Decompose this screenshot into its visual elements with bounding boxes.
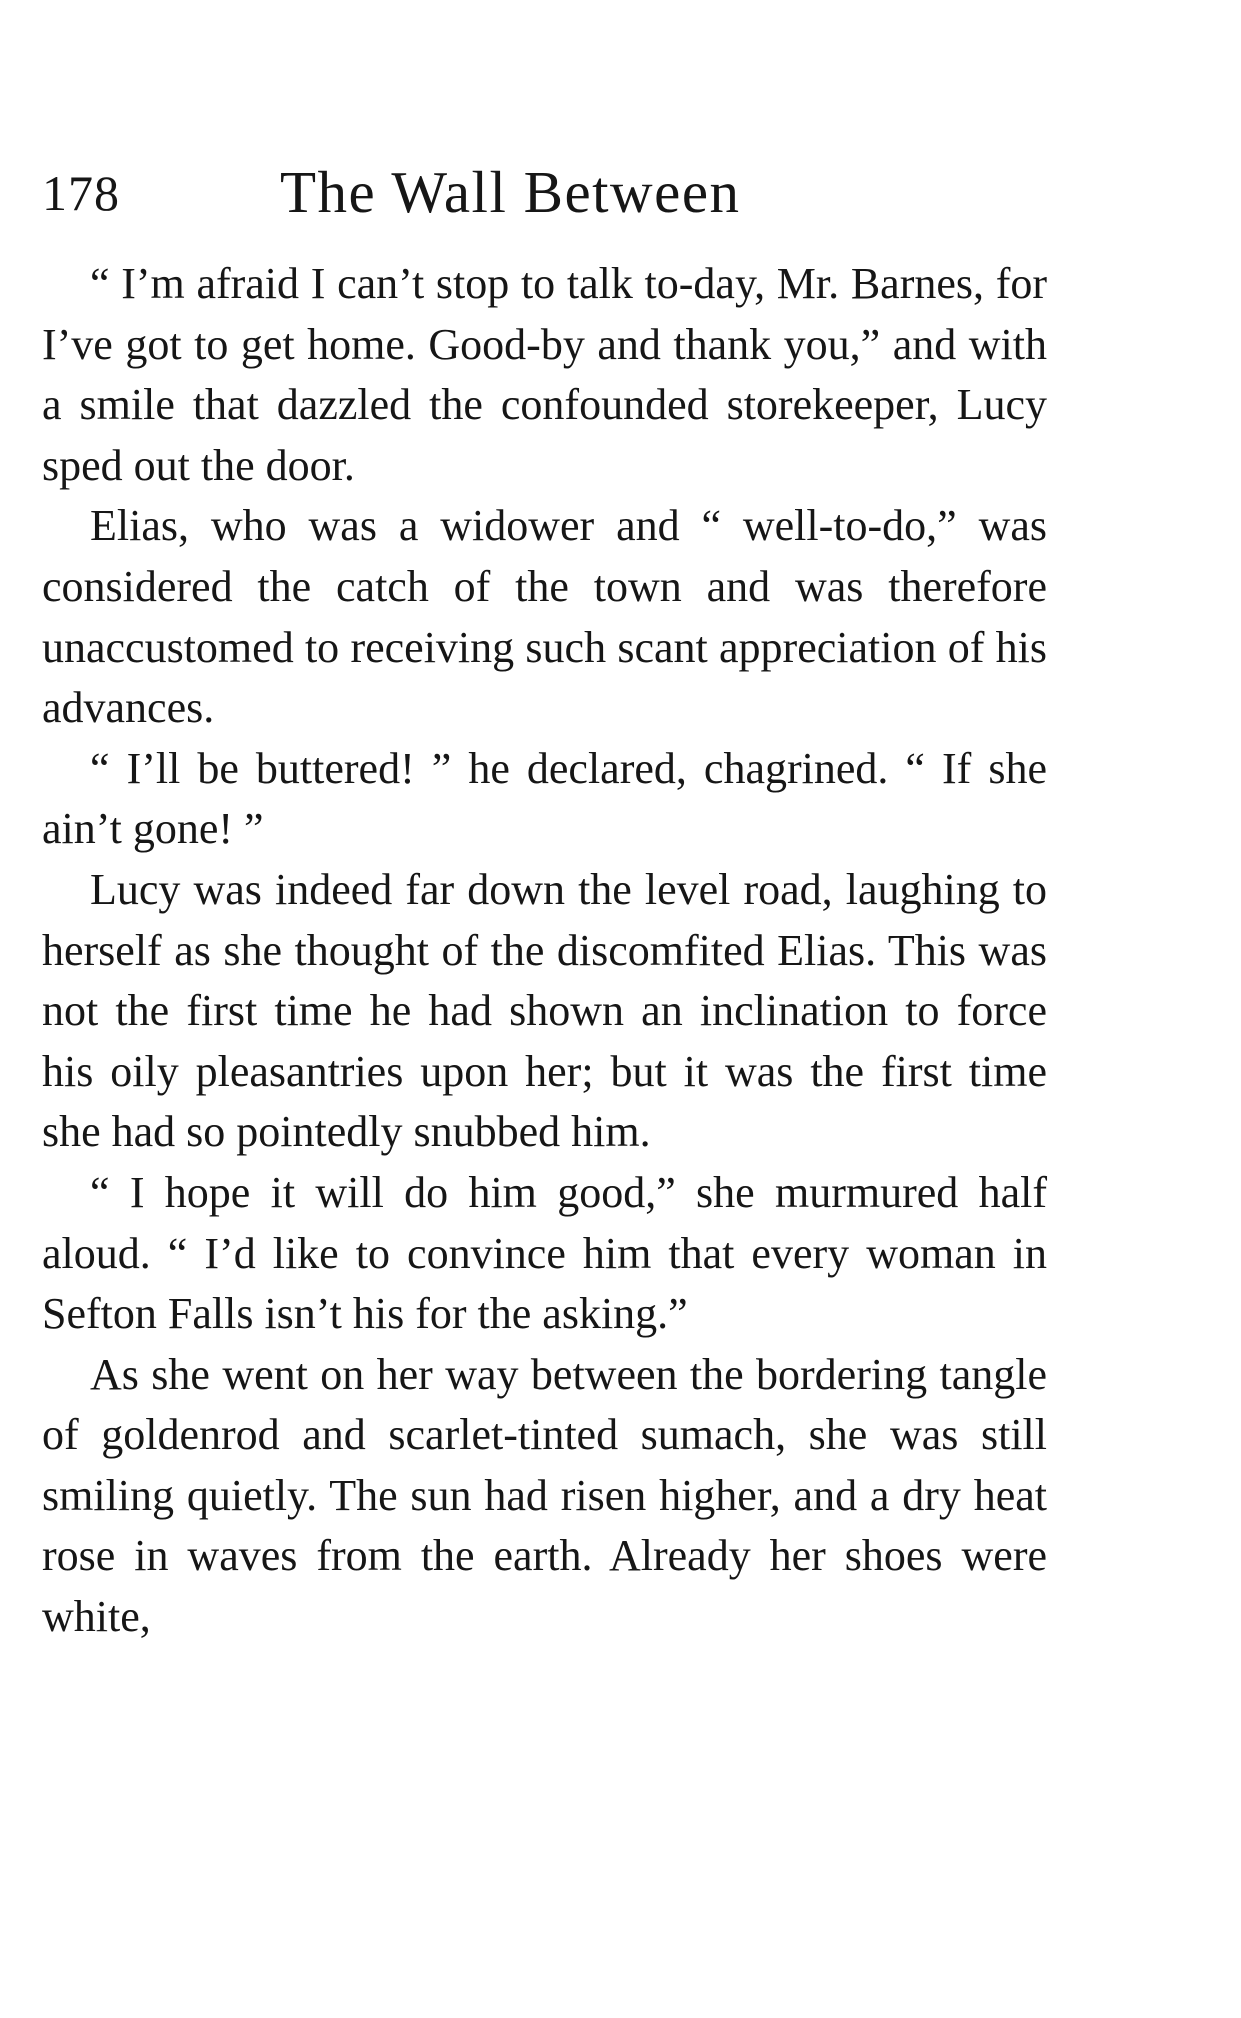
paragraph: Lucy was indeed far down the level road, laughing to herself as she thought of the discomfited Elias. This was not the first time he had shown an inclination to force his oily pleasantries upon her; but it was the first time she had so pointedly snubbed him.: [42, 864, 1047, 1157]
body-text: [42, 254, 1047, 1648]
paragraph: As she went on her way between the bordering tangle of goldenrod and scarlet-tinted sumach, she was still smiling quietly. The sun had risen higher, and a dry heat rose in waves from the earth. Already her shoes were white,: [42, 1349, 1047, 1642]
running-title: The Wall Between: [280, 159, 741, 225]
paragraph: “ I’ll be buttered! ” he declared, chagrined. “ If she ain’t gone! ”: [42, 743, 1047, 854]
page-number: 178: [42, 165, 120, 221]
paragraph: “ I’m afraid I can’t stop to talk to-day, Mr. Barnes, for I’ve got to get home. Good-by and thank you,” and with a smile that dazzled the confounded storekeeper, Lucy sped out the door.: [42, 259, 1047, 490]
paragraph: “ I hope it will do him good,” she murmured half aloud. “ I’d like to convince him that every woman in Sefton Falls isn’t his for the asking.”: [42, 1167, 1047, 1339]
running-head: [42, 158, 1052, 228]
paragraph: Elias, who was a widower and “ well-to-do,” was considered the catch of the town and was therefore unaccustomed to receiving such scant appreciation of his advances.: [42, 501, 1047, 733]
